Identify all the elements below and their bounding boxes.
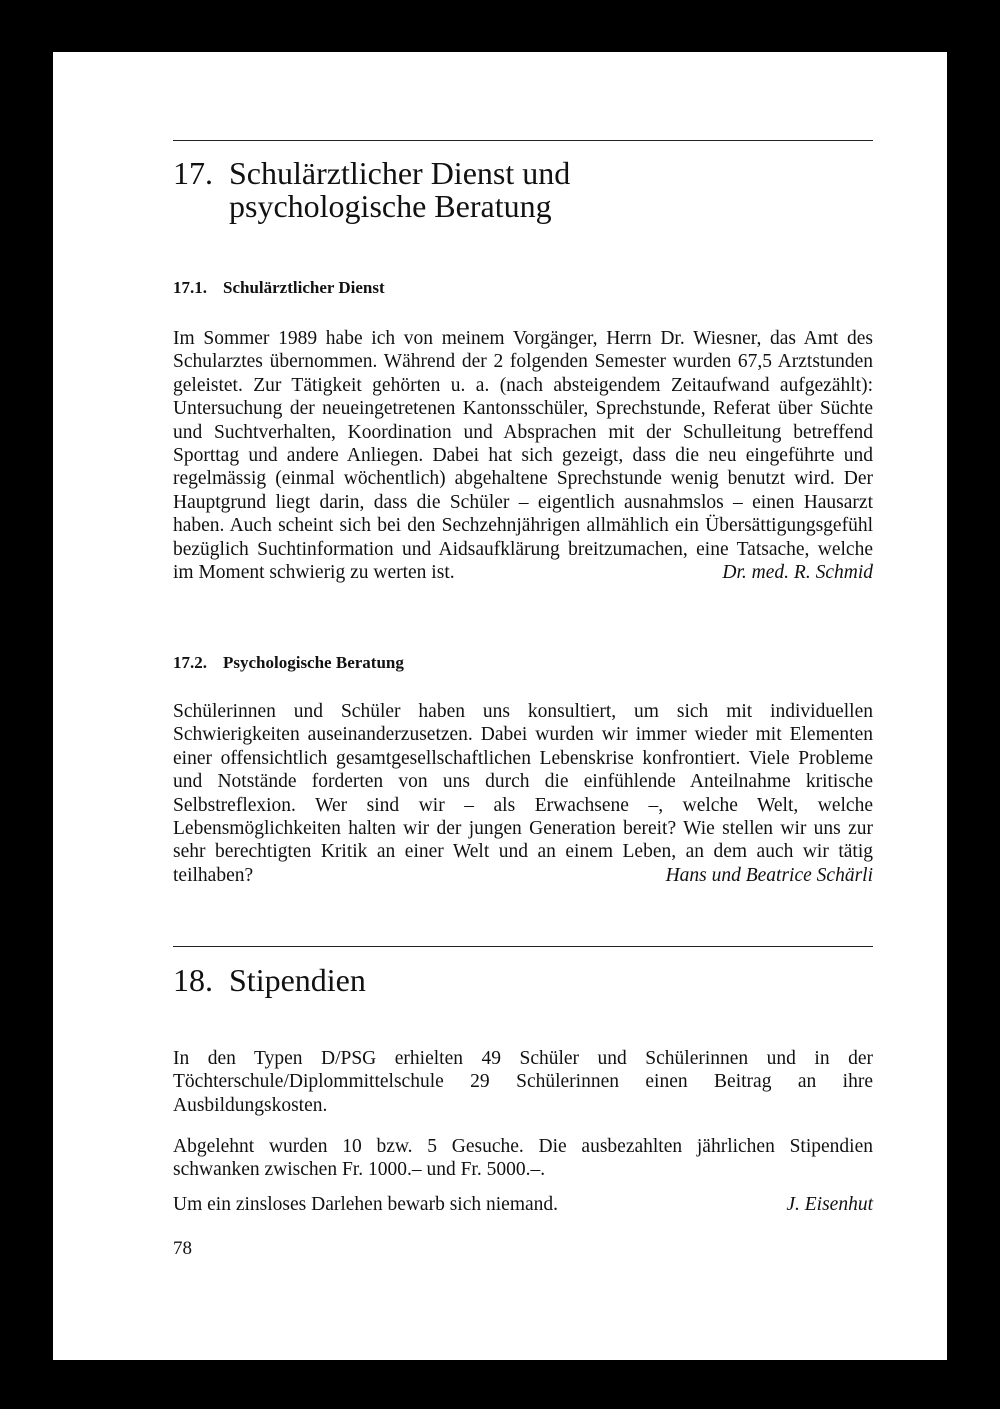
section-17-2-number: 17.2. bbox=[173, 653, 207, 672]
chapter-17-title-line1: Schulärztlicher Dienst und bbox=[229, 155, 571, 191]
section-17-1-body: Im Sommer 1989 habe ich von meinem Vorgänger, Herrn Dr. Wiesner, das Amt des Schularztes übernommen. Während der 2 folgenden Semester wurden 67,5 Arztstunden geleistet. Zur Tätigkeit gehörten u. a. (nach absteigendem Zeitaufwand aufgezählt): Untersuchung der neueingetretenen Kantonsschüler, Sprechstunde, Referat über Süchte und Suchtverhalten, Koordination und Absprachen mit der Schulleitung betreffend Sporttag und andere Anliegen. Dabei hat sich gezeigt, dass die neu eingeführte und regelmässig (einmal wöchentlich) abgehaltene Sprechstunde wenig benutzt wird. Der Hauptgrund liegt darin, dass die Schüler – eigentlich ausnahmslos – einen Hausarzt haben. Auch scheint sich bei den Sechzehnjährigen allmählich ein Übersättigungsgefühl bezüglich Suchtinformation und Aidsaufklärung breitzumachen, eine Tatsache, welche im Moment schwierig zu werten ist. bbox=[173, 328, 873, 584]
section-17-1-signature: Dr. med. R. Schmid bbox=[722, 562, 873, 584]
page-number: 78 bbox=[173, 1238, 192, 1259]
chapter-18-number: 18. bbox=[173, 962, 213, 998]
chapter-18-rule bbox=[173, 946, 873, 947]
chapter-17-title bbox=[173, 157, 570, 223]
chapter-17-rule bbox=[173, 140, 873, 141]
chapter-18-paragraph-2: Abgelehnt wurden 10 bzw. 5 Gesuche. Die ausbezahlten jährlichen Stipendien schwanken zwischen Fr. 1000.– und Fr. 5000.–. bbox=[173, 1136, 873, 1181]
chapter-18-signature: J. Eisenhut bbox=[786, 1194, 873, 1215]
section-17-2-body: Schülerinnen und Schüler haben uns konsultiert, um sich mit individuellen Schwierigkeiten auseinanderzusetzen. Dabei wurden wir immer wieder mit Elementen einer offensichtlich gesamtgesellschaftlichen Lebenskrise konfrontiert. Viele Probleme und Notstände forderten von uns durch die einfühlende Anteilnahme kritische Selbstreflexion. Wer sind wir – als Erwachsene –, welche Welt, welche Lebensmöglichkeiten halten wir der jungen Generation bereit? Wie stellen wir uns zur sehr berechtigten Kritik an einer Welt und an einem Leben, an dem auch wir tätig teilhaben? bbox=[173, 701, 873, 886]
document-page bbox=[53, 52, 947, 1360]
chapter-18-paragraph-3-text: Um ein zinsloses Darlehen bewarb sich niemand. bbox=[173, 1194, 559, 1215]
section-17-2-signature: Hans und Beatrice Schärli bbox=[665, 864, 873, 886]
section-17-1-text bbox=[173, 327, 873, 584]
chapter-17-number: 17. bbox=[173, 155, 213, 191]
section-17-2-heading bbox=[173, 652, 404, 674]
section-17-2-text bbox=[173, 700, 873, 887]
section-17-1-title: Schulärztlicher Dienst bbox=[223, 278, 385, 297]
section-17-1-heading bbox=[173, 277, 385, 299]
chapter-18-paragraph-1: In den Typen D/PSG erhielten 49 Schüler und Schülerinnen und in der Töchterschule/Diplommittelschule 29 Schülerinnen einen Beitrag an ihre Ausbildungskosten. bbox=[173, 1048, 873, 1116]
section-17-2-title: Psychologische Beratung bbox=[223, 653, 404, 672]
chapter-18-title bbox=[173, 964, 366, 997]
chapter-18-paragraph-3 bbox=[173, 1193, 873, 1216]
chapter-17-title-line2: psychologische Beratung bbox=[229, 188, 552, 224]
section-17-1-number: 17.1. bbox=[173, 278, 207, 297]
chapter-18-title-text: Stipendien bbox=[229, 962, 366, 998]
